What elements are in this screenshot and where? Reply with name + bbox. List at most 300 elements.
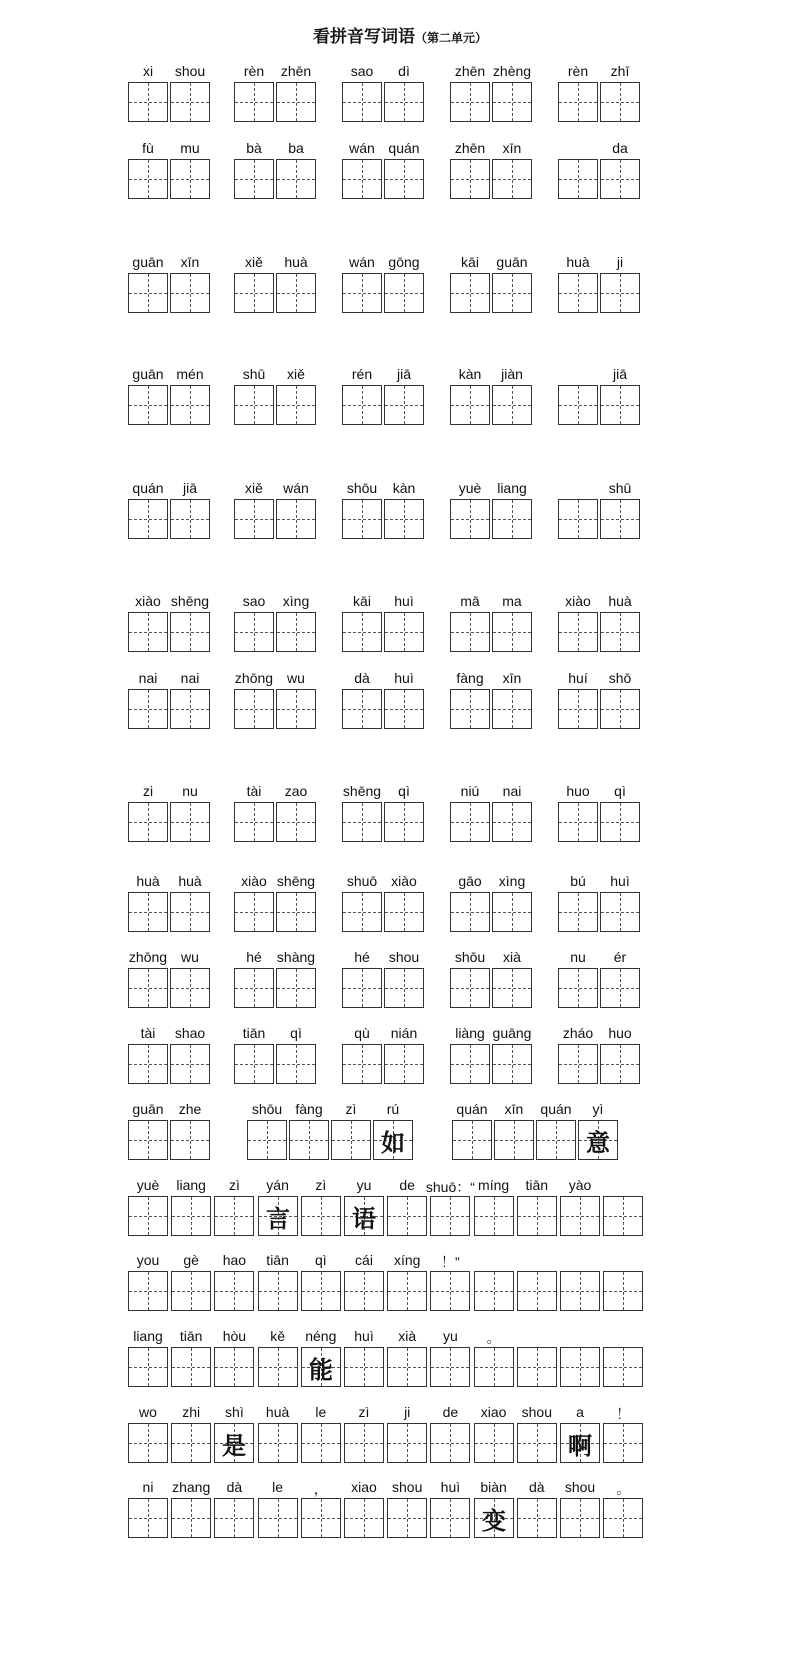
writing-box[interactable]: [214, 1498, 254, 1538]
writing-box[interactable]: [450, 892, 490, 932]
writing-box[interactable]: [258, 1347, 298, 1387]
writing-box[interactable]: [474, 1347, 514, 1387]
writing-box[interactable]: [342, 159, 382, 199]
writing-box[interactable]: [301, 1423, 341, 1463]
pinyin-label: de: [442, 1404, 459, 1420]
pinyin-label: qì: [614, 783, 626, 799]
writing-box[interactable]: [492, 968, 532, 1008]
writing-box[interactable]: [492, 612, 532, 652]
writing-box[interactable]: [276, 968, 316, 1008]
writing-box[interactable]: [342, 82, 382, 122]
pinyin-label: tiān: [179, 1328, 203, 1344]
writing-box[interactable]: [558, 802, 598, 842]
writing-box[interactable]: [558, 689, 598, 729]
writing-box[interactable]: [600, 612, 640, 652]
writing-box[interactable]: [344, 1423, 384, 1463]
writing-box[interactable]: [450, 159, 490, 199]
pinyin-label: fàng: [456, 670, 484, 686]
writing-box[interactable]: [517, 1423, 557, 1463]
pinyin-label: wu: [181, 949, 199, 965]
writing-box[interactable]: [387, 1196, 427, 1236]
pinyin-label: huì: [354, 1328, 374, 1344]
writing-box[interactable]: [384, 892, 424, 932]
writing-box[interactable]: [276, 159, 316, 199]
writing-box[interactable]: [387, 1423, 427, 1463]
writing-box[interactable]: [387, 1347, 427, 1387]
pinyin-label: zhēn: [454, 140, 486, 156]
writing-box[interactable]: [342, 1044, 382, 1084]
pinyin-label: shō: [608, 670, 632, 686]
writing-box[interactable]: [603, 1347, 643, 1387]
pinyin-label: gōng: [388, 254, 420, 270]
writing-box[interactable]: [384, 1044, 424, 1084]
writing-box[interactable]: [492, 689, 532, 729]
pinyin-label: zhōng: [234, 670, 274, 686]
writing-box[interactable]: [234, 802, 274, 842]
writing-box[interactable]: [344, 1347, 384, 1387]
writing-box[interactable]: [170, 968, 210, 1008]
pinyin-label: wán: [349, 254, 375, 270]
pinyin-label: yán: [266, 1177, 289, 1193]
pinyin-label: shōu: [346, 480, 378, 496]
pinyin-label: kě: [270, 1328, 285, 1344]
pinyin-label: zi: [142, 783, 154, 799]
pinyin-label: shōu: [251, 1101, 283, 1117]
writing-box[interactable]: [517, 1271, 557, 1311]
pinyin-label: zháo: [562, 1025, 594, 1041]
writing-box[interactable]: [128, 1196, 168, 1236]
writing-box[interactable]: [344, 1498, 384, 1538]
pinyin-label: 。: [616, 1481, 631, 1497]
writing-box[interactable]: [128, 1044, 168, 1084]
pinyin-label: huì: [440, 1479, 461, 1495]
writing-box[interactable]: [600, 273, 640, 313]
pinyin-label: xīn: [502, 140, 522, 156]
writing-box[interactable]: [517, 1196, 557, 1236]
pinyin-label: hao: [222, 1252, 247, 1268]
writing-box[interactable]: [128, 1347, 168, 1387]
writing-box[interactable]: [450, 385, 490, 425]
pinyin-label: xìng: [498, 873, 526, 889]
pinyin-label: xīn: [180, 254, 200, 270]
pinyin-label: zì: [345, 1101, 357, 1117]
pinyin-label: xìng: [282, 593, 310, 609]
pinyin-label: shou: [174, 63, 206, 79]
writing-box[interactable]: [258, 1196, 298, 1236]
pinyin-label: xīn: [502, 670, 522, 686]
pinyin-label: zhēn: [454, 63, 486, 79]
pinyin-label: huì: [610, 873, 630, 889]
writing-box[interactable]: [128, 1120, 168, 1160]
pinyin-label: xiào: [565, 593, 591, 609]
writing-box[interactable]: [128, 1498, 168, 1538]
writing-box[interactable]: [492, 385, 532, 425]
pinyin-label: kāi: [461, 254, 479, 270]
pinyin-label: qì: [290, 1025, 302, 1041]
writing-box[interactable]: [128, 82, 168, 122]
pinyin-label: a: [576, 1404, 584, 1420]
writing-box[interactable]: [247, 1120, 287, 1160]
writing-box[interactable]: [342, 892, 382, 932]
pinyin-label: ji: [616, 254, 624, 270]
pinyin-label: huo: [566, 783, 590, 799]
pinyin-label: shou: [521, 1404, 552, 1420]
pinyin-label: tài: [246, 783, 262, 799]
writing-box[interactable]: [384, 689, 424, 729]
writing-box[interactable]: [301, 1498, 341, 1538]
writing-box[interactable]: [170, 1044, 210, 1084]
writing-box[interactable]: [492, 273, 532, 313]
pinyin-label: ni: [142, 1479, 154, 1495]
pinyin-label: liang: [133, 1328, 163, 1344]
writing-box[interactable]: [128, 159, 168, 199]
pinyin-label: bú: [570, 873, 586, 889]
writing-box[interactable]: [387, 1271, 427, 1311]
writing-box[interactable]: [600, 159, 640, 199]
writing-box[interactable]: [276, 689, 316, 729]
writing-box[interactable]: [234, 273, 274, 313]
writing-box[interactable]: [430, 1271, 470, 1311]
writing-box[interactable]: [603, 1498, 643, 1538]
pinyin-label: guān: [132, 366, 164, 382]
pinyin-label: nai: [180, 670, 200, 686]
pinyin-label: yu: [442, 1328, 458, 1344]
writing-box[interactable]: [128, 612, 168, 652]
pinyin-label: gāo: [458, 873, 482, 889]
writing-box[interactable]: [171, 1423, 211, 1463]
writing-box[interactable]: [560, 1347, 600, 1387]
writing-box[interactable]: [373, 1120, 413, 1160]
writing-box[interactable]: [450, 273, 490, 313]
writing-box[interactable]: [517, 1498, 557, 1538]
writing-box[interactable]: [276, 892, 316, 932]
writing-box[interactable]: [600, 968, 640, 1008]
pinyin-label: wán: [283, 480, 309, 496]
pinyin-label: zao: [284, 783, 308, 799]
writing-box[interactable]: [276, 385, 316, 425]
writing-box[interactable]: [214, 1196, 254, 1236]
writing-box[interactable]: [214, 1423, 254, 1463]
writing-box[interactable]: [170, 499, 210, 539]
pinyin-label: nián: [390, 1025, 418, 1041]
pinyin-label: shou: [392, 1479, 423, 1495]
pinyin-label: le: [315, 1404, 327, 1420]
pinyin-label: shou: [564, 1479, 596, 1495]
pinyin-label: hé: [246, 949, 262, 965]
pinyin-label: ér: [613, 949, 627, 965]
pinyin-label: wán: [349, 140, 375, 156]
writing-box[interactable]: [430, 1347, 470, 1387]
writing-box[interactable]: [492, 159, 532, 199]
writing-box[interactable]: [558, 968, 598, 1008]
writing-box[interactable]: [128, 802, 168, 842]
pinyin-label: jiàn: [501, 366, 523, 382]
writing-box[interactable]: [258, 1423, 298, 1463]
pinyin-label: huo: [608, 1025, 632, 1041]
pinyin-label: xiào: [135, 593, 161, 609]
writing-box[interactable]: [301, 1271, 341, 1311]
writing-box[interactable]: [558, 385, 598, 425]
writing-box[interactable]: [384, 159, 424, 199]
pinyin-label: quán: [388, 140, 420, 156]
pinyin-label: niú: [460, 783, 480, 799]
writing-box[interactable]: [170, 892, 210, 932]
writing-box[interactable]: [384, 273, 424, 313]
writing-box[interactable]: [450, 802, 490, 842]
writing-box[interactable]: [603, 1271, 643, 1311]
writing-box[interactable]: [342, 273, 382, 313]
pinyin-label: sao: [350, 63, 374, 79]
pinyin-label: zhi: [182, 1404, 201, 1420]
writing-box[interactable]: [128, 499, 168, 539]
writing-box[interactable]: [494, 1120, 534, 1160]
pinyin-label: yào: [568, 1177, 592, 1193]
pinyin-label: dà: [354, 670, 370, 686]
writing-box[interactable]: [170, 1120, 210, 1160]
pinyin-label: guān: [496, 254, 528, 270]
writing-box[interactable]: [234, 892, 274, 932]
writing-box[interactable]: [234, 385, 274, 425]
writing-box[interactable]: [258, 1498, 298, 1538]
writing-box[interactable]: [170, 612, 210, 652]
writing-box[interactable]: [344, 1196, 384, 1236]
writing-box[interactable]: [452, 1120, 492, 1160]
writing-box[interactable]: [234, 159, 274, 199]
writing-box[interactable]: [342, 612, 382, 652]
writing-box[interactable]: [474, 1498, 514, 1538]
pinyin-label: guāng: [492, 1025, 532, 1041]
writing-box[interactable]: [492, 802, 532, 842]
writing-box[interactable]: [170, 273, 210, 313]
title-unit: （第二单元）: [414, 31, 487, 45]
writing-box[interactable]: [276, 612, 316, 652]
writing-box[interactable]: [600, 892, 640, 932]
writing-box[interactable]: [450, 499, 490, 539]
writing-box[interactable]: [214, 1271, 254, 1311]
pinyin-label: xiao: [351, 1479, 377, 1495]
writing-box[interactable]: [342, 499, 382, 539]
writing-box[interactable]: [558, 82, 598, 122]
pinyin-label: quán: [540, 1101, 572, 1117]
pinyin-label: huà: [178, 873, 202, 889]
writing-box[interactable]: [474, 1196, 514, 1236]
writing-box[interactable]: [558, 499, 598, 539]
writing-box[interactable]: [344, 1271, 384, 1311]
writing-box[interactable]: [276, 82, 316, 122]
pinyin-label: sao: [242, 593, 266, 609]
writing-box[interactable]: [450, 689, 490, 729]
writing-box[interactable]: [492, 892, 532, 932]
writing-box[interactable]: [600, 802, 640, 842]
pinyin-label: biàn: [480, 1479, 507, 1495]
pinyin-label: tiān: [525, 1177, 549, 1193]
writing-box[interactable]: [234, 82, 274, 122]
pinyin-label: huà: [566, 254, 590, 270]
writing-box[interactable]: [289, 1120, 329, 1160]
pinyin-label: ma: [502, 593, 522, 609]
writing-box[interactable]: [342, 802, 382, 842]
writing-box[interactable]: [517, 1347, 557, 1387]
writing-box[interactable]: [234, 499, 274, 539]
writing-box[interactable]: [384, 499, 424, 539]
page-title: [0, 22, 800, 47]
pinyin-label: huà: [284, 254, 308, 270]
writing-box[interactable]: [560, 1423, 600, 1463]
writing-box[interactable]: [170, 385, 210, 425]
writing-box[interactable]: [234, 689, 274, 729]
writing-box[interactable]: [128, 385, 168, 425]
writing-box[interactable]: [234, 968, 274, 1008]
writing-box[interactable]: [342, 385, 382, 425]
writing-box[interactable]: [492, 499, 532, 539]
writing-box[interactable]: [171, 1196, 211, 1236]
pinyin-label: ，: [313, 1481, 328, 1497]
writing-box[interactable]: [492, 1044, 532, 1084]
writing-box[interactable]: [558, 892, 598, 932]
writing-box[interactable]: [450, 1044, 490, 1084]
writing-box[interactable]: [384, 385, 424, 425]
writing-box[interactable]: [430, 1498, 470, 1538]
writing-box[interactable]: [276, 1044, 316, 1084]
writing-box[interactable]: [234, 612, 274, 652]
pinyin-label: yuè: [136, 1177, 160, 1193]
writing-box[interactable]: [558, 159, 598, 199]
writing-box[interactable]: [128, 273, 168, 313]
writing-box[interactable]: [450, 612, 490, 652]
writing-box[interactable]: [128, 1271, 168, 1311]
pinyin-label: le: [272, 1479, 284, 1495]
writing-box[interactable]: [170, 802, 210, 842]
writing-box[interactable]: [276, 499, 316, 539]
given-character: 言: [266, 1204, 290, 1233]
pinyin-label: zhī: [610, 63, 630, 79]
pinyin-label: shuō：“: [425, 1179, 475, 1195]
writing-box[interactable]: [560, 1196, 600, 1236]
pinyin-label: huì: [394, 593, 414, 609]
pinyin-label: zì: [358, 1404, 370, 1420]
writing-box[interactable]: [171, 1271, 211, 1311]
writing-box[interactable]: [450, 82, 490, 122]
pinyin-label: jiā: [182, 480, 198, 496]
writing-box[interactable]: [560, 1271, 600, 1311]
pinyin-label: wo: [139, 1404, 157, 1420]
pinyin-label: ！: [616, 1406, 631, 1422]
writing-box[interactable]: [430, 1196, 470, 1236]
pinyin-label: ji: [404, 1404, 411, 1420]
pinyin-label: jiā: [396, 366, 412, 382]
writing-box[interactable]: [387, 1498, 427, 1538]
pinyin-label: xiao: [480, 1404, 507, 1420]
writing-box[interactable]: [170, 159, 210, 199]
writing-box[interactable]: [128, 892, 168, 932]
writing-box[interactable]: [474, 1271, 514, 1311]
writing-box[interactable]: [234, 1044, 274, 1084]
pinyin-label: mā: [460, 593, 480, 609]
pinyin-label: liàng: [455, 1025, 485, 1041]
pinyin-label: dà: [529, 1479, 545, 1495]
writing-box[interactable]: [578, 1120, 618, 1160]
writing-box[interactable]: [600, 1044, 640, 1084]
writing-box[interactable]: [558, 1044, 598, 1084]
pinyin-label: 。: [486, 1330, 501, 1346]
writing-box[interactable]: [170, 82, 210, 122]
pinyin-label: mu: [180, 140, 200, 156]
writing-box[interactable]: [603, 1423, 643, 1463]
writing-box[interactable]: [128, 968, 168, 1008]
pinyin-label: guān: [132, 1101, 164, 1117]
pinyin-label: shēng: [170, 593, 210, 609]
writing-box[interactable]: [384, 968, 424, 1008]
writing-box[interactable]: [331, 1120, 371, 1160]
writing-box[interactable]: [128, 689, 168, 729]
writing-box[interactable]: [342, 689, 382, 729]
writing-box[interactable]: [600, 499, 640, 539]
pinyin-label: zhōng: [128, 949, 168, 965]
writing-box[interactable]: [384, 802, 424, 842]
writing-box[interactable]: [171, 1347, 211, 1387]
pinyin-label: bà: [246, 140, 262, 156]
pinyin-label: shao: [174, 1025, 206, 1041]
pinyin-label: rèn: [567, 63, 589, 79]
pinyin-label: zhèng: [492, 63, 532, 79]
writing-box[interactable]: [384, 612, 424, 652]
pinyin-label: shuō: [346, 873, 378, 889]
pinyin-label: ！”: [441, 1254, 460, 1270]
writing-box[interactable]: [276, 273, 316, 313]
writing-box[interactable]: [600, 82, 640, 122]
pinyin-label: shì: [225, 1404, 244, 1420]
pinyin-label: de: [399, 1177, 415, 1193]
pinyin-label: tiān: [242, 1025, 266, 1041]
given-character: 变: [482, 1506, 506, 1535]
pinyin-label: zì: [315, 1177, 327, 1193]
pinyin-label: shēng: [276, 873, 316, 889]
writing-box[interactable]: [450, 968, 490, 1008]
writing-box[interactable]: [301, 1347, 341, 1387]
writing-box[interactable]: [171, 1498, 211, 1538]
writing-box[interactable]: [600, 385, 640, 425]
pinyin-label: dà: [226, 1479, 243, 1495]
writing-box[interactable]: [342, 968, 382, 1008]
pinyin-label: liang: [497, 480, 527, 496]
writing-box[interactable]: [536, 1120, 576, 1160]
writing-box[interactable]: [600, 689, 640, 729]
pinyin-label: rèn: [243, 63, 265, 79]
writing-box[interactable]: [492, 82, 532, 122]
writing-box[interactable]: [301, 1196, 341, 1236]
writing-box[interactable]: [560, 1498, 600, 1538]
pinyin-label: yuè: [458, 480, 482, 496]
writing-box[interactable]: [128, 1423, 168, 1463]
writing-box[interactable]: [603, 1196, 643, 1236]
given-character: 意: [586, 1128, 610, 1157]
given-character: 啊: [568, 1431, 592, 1460]
writing-box[interactable]: [558, 273, 598, 313]
writing-box[interactable]: [170, 689, 210, 729]
writing-box[interactable]: [430, 1423, 470, 1463]
writing-box[interactable]: [474, 1423, 514, 1463]
writing-box[interactable]: [384, 82, 424, 122]
pinyin-label: zhe: [178, 1101, 202, 1117]
pinyin-label: ba: [288, 140, 304, 156]
writing-box[interactable]: [276, 802, 316, 842]
writing-box[interactable]: [258, 1271, 298, 1311]
pinyin-label: xi: [142, 63, 154, 79]
writing-box[interactable]: [214, 1347, 254, 1387]
writing-box[interactable]: [558, 612, 598, 652]
pinyin-label: shū: [242, 366, 266, 382]
pinyin-label: yì: [592, 1101, 604, 1117]
